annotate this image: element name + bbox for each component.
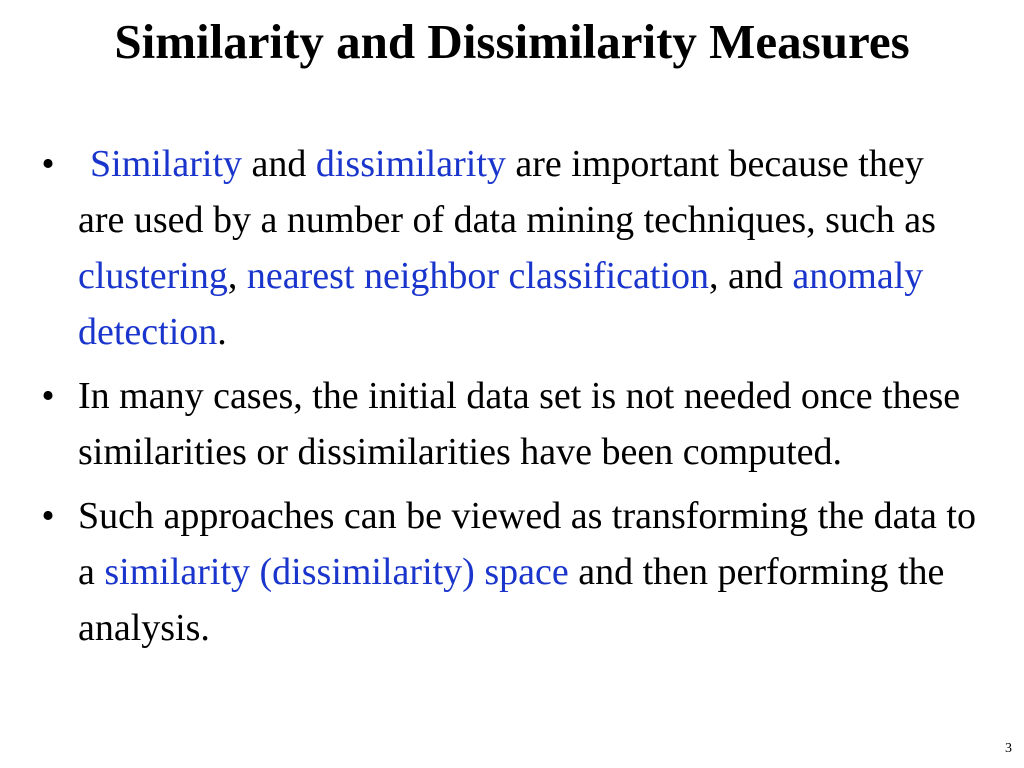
bullet-text: , and xyxy=(709,255,793,297)
bullet-text: are important because they are used by a number of data mining techniques, such as xyxy=(78,143,936,241)
slide-title: Similarity and Dissimilarity Measures xyxy=(114,14,910,69)
bullet-list xyxy=(41,136,978,664)
page-number: 3 xyxy=(1005,741,1012,756)
bullet-text: and then performing the analysis. xyxy=(78,551,945,649)
bullet-item-3 xyxy=(41,488,978,656)
bullet-marker: • xyxy=(41,375,55,417)
bullet-text: . xyxy=(217,311,227,353)
bullet-text: and xyxy=(242,143,316,185)
highlight-similarity-space: similarity (dissimilarity) space xyxy=(104,551,569,593)
highlight-similarity: Similarity xyxy=(90,143,242,185)
bullet-text: In many cases, the initial data set is not needed once these similarities or dissimilarities have been computed. xyxy=(78,375,961,473)
highlight-dissimilarity: dissimilarity xyxy=(315,143,506,185)
highlight-nearest-neighbor-classification: nearest neighbor classification xyxy=(246,255,710,297)
bullet-item-1 xyxy=(41,136,978,360)
bullet-text: Such approaches can be viewed as transforming the data to a xyxy=(78,495,976,593)
bullet-marker: • xyxy=(41,495,55,537)
highlight-anomaly-detection: anomaly detection xyxy=(78,255,924,353)
highlight-clustering: clustering xyxy=(78,255,228,297)
bullet-text: , xyxy=(227,255,247,297)
bullet-item-2 xyxy=(41,368,978,480)
bullet-marker: • xyxy=(41,143,55,185)
